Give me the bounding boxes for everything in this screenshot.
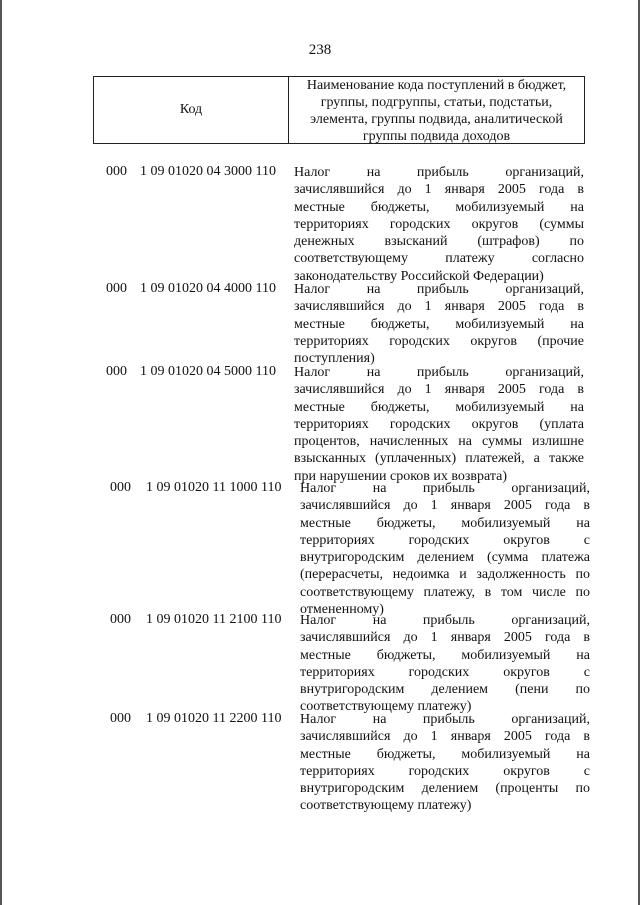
row-description (294, 164, 584, 285)
page-number: 238 (308, 42, 332, 58)
header-name-line: элемента, группы подвида, аналитической (310, 112, 563, 127)
row-revenue-code: 1 09 01020 04 3000 110 (140, 164, 276, 179)
description-line: местные бюджеты, мобилизуемый на (300, 647, 590, 663)
description-line: территориях городских округов (суммы (294, 216, 584, 232)
description-line: поступления) (294, 351, 375, 367)
description-line: соответствующему платежу) (300, 798, 472, 814)
description-line: Налог на прибыль организаций, (294, 165, 584, 180)
description-line: зачислявшийся до 1 января 2005 года в (300, 630, 590, 646)
description-line: местные бюджеты, мобилизуемый на (294, 199, 584, 215)
row-revenue-code: 1 09 01020 11 2200 110 (146, 711, 282, 726)
description-line: (перерасчеты, недоимка и задолженность по (300, 567, 590, 583)
description-line: при нарушении сроков их возврата) (294, 468, 508, 484)
row-revenue-code: 1 09 01020 04 5000 110 (140, 364, 276, 379)
header-name-line: группы, подгруппы, статьи, подстатьи, (320, 95, 553, 110)
description-line: денежных взысканий (штрафов) по (294, 234, 584, 250)
description-line: соответствующему платежу, в том числе по (300, 584, 590, 600)
description-line: внутригородским делением (пени по (300, 682, 590, 698)
row-description (300, 711, 590, 815)
description-line: соответствующему платежу согласно (294, 251, 584, 267)
description-line: Налог на прибыль организаций, (300, 481, 590, 496)
row-description (300, 612, 590, 716)
description-line: Налог на прибыль организаций, (294, 365, 584, 380)
header-name-cell (289, 77, 584, 143)
description-line: соответствующему платежу) (300, 699, 472, 715)
description-line: зачислявшийся до 1 января 2005 года в (294, 382, 584, 398)
description-line: зачислявшийся до 1 января 2005 года в (300, 498, 590, 514)
table-header (93, 76, 585, 144)
description-line: законодательству Российской Федерации) (294, 268, 544, 284)
description-line: территориях городских округов с (300, 664, 590, 680)
header-code-cell (94, 77, 289, 143)
row-revenue-code: 1 09 01020 11 1000 110 (146, 480, 282, 495)
row-description (294, 281, 584, 367)
description-line: Налог на прибыль организаций, (294, 282, 584, 297)
row-admin-code: 000 (106, 364, 127, 379)
header-name-line: группы подвида доходов (362, 129, 511, 144)
row-revenue-code: 1 09 01020 04 4000 110 (140, 281, 276, 296)
description-line: местные бюджеты, мобилизуемый на (300, 746, 590, 762)
description-line: территориях городских округов (прочие (294, 333, 584, 349)
description-line: Налог на прибыль организаций, (300, 712, 590, 727)
row-description (300, 480, 590, 618)
description-line: Налог на прибыль организаций, (300, 613, 590, 628)
description-line: зачислявшийся до 1 января 2005 года в (294, 182, 584, 198)
description-line: местные бюджеты, мобилизуемый на (294, 316, 584, 332)
row-admin-code: 000 (110, 612, 131, 627)
description-line: взысканных (уплаченных) платежей, а также (294, 451, 584, 467)
header-code-label: Код (179, 102, 203, 117)
row-admin-code: 000 (106, 164, 127, 179)
row-admin-code: 000 (106, 281, 127, 296)
header-name-line: Наименование кода поступлений в бюджет, (306, 78, 567, 93)
row-admin-code: 000 (110, 711, 131, 726)
description-line: внутригородским делением (проценты по (300, 781, 590, 797)
description-line: территориях городских округов (уплата (294, 416, 584, 432)
description-line: местные бюджеты, мобилизуемый на (294, 399, 584, 415)
description-line: территориях городских округов с (300, 763, 590, 779)
description-line: процентов, начисленных на суммы излишне (294, 434, 584, 450)
description-line: зачислявшийся до 1 января 2005 года в (300, 729, 590, 745)
description-line: внутригородским делением (сумма платежа (300, 550, 590, 566)
row-admin-code: 000 (110, 480, 131, 495)
description-line: зачислявшийся до 1 января 2005 года в (294, 299, 584, 315)
description-line: отмененному) (300, 602, 384, 618)
description-line: территориях городских округов с (300, 532, 590, 548)
row-description (294, 364, 584, 485)
description-line: местные бюджеты, мобилизуемый на (300, 515, 590, 531)
row-revenue-code: 1 09 01020 11 2100 110 (146, 612, 282, 627)
